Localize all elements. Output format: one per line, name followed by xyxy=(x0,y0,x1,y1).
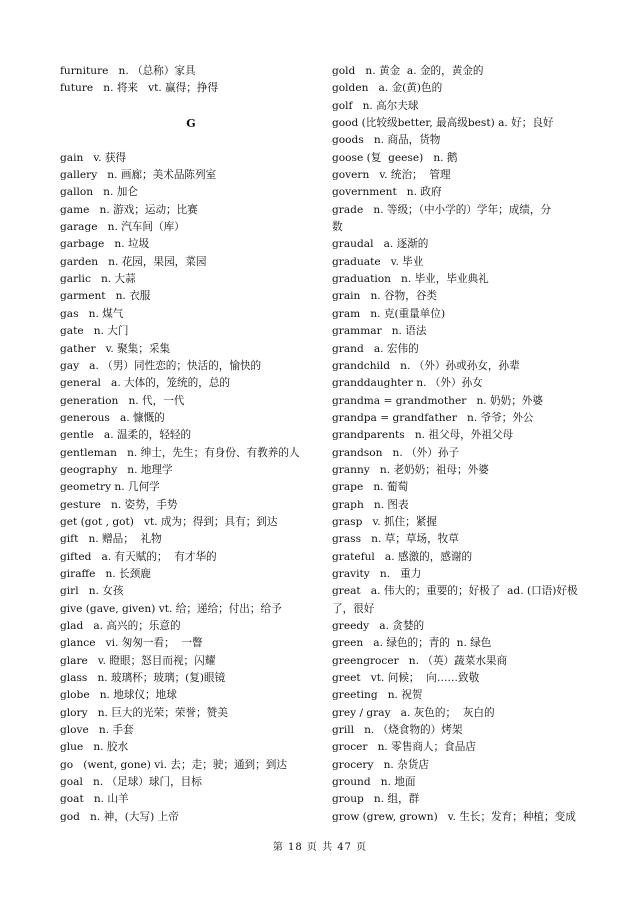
vocab-entry: group n. 组，群 xyxy=(332,793,420,806)
vocab-entry: gifted a. 有天赋的； 有才华的 xyxy=(60,550,217,563)
vocab-entry: glare v. 瞪眼；怒目而视；闪耀 xyxy=(60,654,216,667)
vocab-entry: get (got , got) vt. 成为；得到；具有；到达 xyxy=(60,515,278,528)
vocab-entry: grandpa = grandfather n. 爷爷；外公 xyxy=(332,411,534,424)
vocab-entry: geometry n. 几何学 xyxy=(60,481,160,494)
vocab-entry: girl n. 女孩 xyxy=(60,585,124,598)
vocab-entry: gain v. 获得 xyxy=(60,151,127,164)
vocab-entry: future n. 将来 vt. 赢得；挣得 xyxy=(60,82,219,95)
vocab-entry: grandparents n. 祖父母，外祖父母 xyxy=(332,429,514,442)
vocab-entry: grain n. 谷物，谷类 xyxy=(332,290,438,303)
vocab-entry: generous a. 慷慨的 xyxy=(60,411,165,424)
vocab-entry: grade n. 等级；（中小学的）学年；成绩，分 xyxy=(332,203,552,216)
vocab-entry: grammar n. 语法 xyxy=(332,325,427,338)
vocab-entry: glove n. 手套 xyxy=(60,724,134,737)
vocab-entry: graph n. 图表 xyxy=(332,498,409,511)
vocab-entry: go (went, gone) vi. 去；走；驶；通到；到达 xyxy=(60,758,287,771)
vocab-entry: gold n. 黄金 a. 金的，黄金的 xyxy=(332,65,484,77)
vocab-entry: glad a. 高兴的；乐意的 xyxy=(60,620,181,632)
vocab-entry: grandma = grandmother n. 奶奶；外婆 xyxy=(332,394,543,407)
vocab-entry: grey / gray a. 灰色的； 灰白的 xyxy=(332,706,495,719)
vocab-entry: golf n. 高尔夫球 xyxy=(332,99,419,112)
vocab-entry: generation n. 代，一代 xyxy=(60,394,185,407)
vocab-entry: garment n. 衣服 xyxy=(60,290,151,303)
vocab-entry: gate n. 大门 xyxy=(60,325,129,338)
vocab-entry: grandson n. （外）孙子 xyxy=(332,446,460,459)
vocab-entry: gather v. 聚集；采集 xyxy=(60,342,171,355)
vocab-entry: geography n. 地理学 xyxy=(60,463,173,476)
vocab-entry: grand a. 宏伟的 xyxy=(332,342,419,355)
vocab-entry: 了，很好 xyxy=(332,602,375,615)
vocab-entry: grill n. （烧食物的）烤架 xyxy=(332,724,463,737)
vocab-entry: government n. 政府 xyxy=(332,186,442,199)
vocab-entry: graduation n. 毕业，毕业典礼 xyxy=(332,273,489,286)
vocab-entry: garden n. 花园，果园，菜园 xyxy=(60,255,207,268)
right-column xyxy=(332,63,594,826)
vocab-entry: graduate v. 毕业 xyxy=(332,255,424,268)
blank-line xyxy=(60,132,322,149)
vocab-entry: gallery n. 画廊；美术品陈列室 xyxy=(60,169,217,182)
vocab-entry: grass n. 草；草场，牧草 xyxy=(332,533,459,546)
vocab-entry: grape n. 葡萄 xyxy=(332,481,409,494)
vocab-entry: golden a. 金(黄)色的 xyxy=(332,82,443,95)
vocab-entry: green a. 绿色的；青的 n. 绿色 xyxy=(332,637,492,650)
vocab-entry: gay a. （男）同性恋的；快活的，愉快的 xyxy=(60,359,262,372)
vocab-entry: glory n. 巨大的光荣；荣誉；赞美 xyxy=(60,706,228,719)
vocab-entry: grandchild n. （外）孙或孙女，孙辈 xyxy=(332,359,520,372)
section-heading: G xyxy=(186,117,196,131)
vocab-entry: greeting n. 祝贺 xyxy=(332,689,423,702)
vocab-entry: grateful a. 感激的，感谢的 xyxy=(332,550,473,563)
vocab-entry: granny n. 老奶奶；祖母；外婆 xyxy=(332,463,489,476)
vocab-entry: granddaughter n. （外）孙女 xyxy=(332,377,483,390)
vocab-entry: govern v. 统治； 管理 xyxy=(332,169,451,182)
vocab-entry: graudal a. 逐渐的 xyxy=(332,238,429,251)
page-footer: 第 18 页 共 47 页 xyxy=(272,842,368,853)
vocab-entry: glance vi. 匆匆一看； 一瞥 xyxy=(60,637,203,650)
vocab-entry: game n. 游戏；运动；比赛 xyxy=(60,203,198,216)
vocab-entry: furniture n. （总称）家具 xyxy=(60,65,196,77)
vocab-entry: 数 xyxy=(332,221,343,234)
vocab-entry: god n. 神，(大写) 上帝 xyxy=(60,810,179,823)
vocab-entry: glue n. 胶水 xyxy=(60,741,129,754)
vocab-entry: gesture n. 姿势，手势 xyxy=(60,498,178,511)
vocab-entry: greet vt. 问候； 向……致敬 xyxy=(332,672,480,685)
vocab-entry: gentle a. 温柔的，轻轻的 xyxy=(60,429,192,442)
vocab-entry: grow (grew, grown) v. 生长；发育；种植；变成 xyxy=(332,810,576,823)
vocab-entry: gravity n. 重力 xyxy=(332,567,422,580)
vocab-entry: greengrocer n. （英）蔬菜水果商 xyxy=(332,654,508,667)
vocab-entry: gentleman n. 绅士，先生；有身份、有教养的人 xyxy=(60,446,300,459)
vocab-entry: goal n. （足球）球门，目标 xyxy=(60,776,202,789)
vocab-entry: grocer n. 零售商人；食品店 xyxy=(332,741,476,754)
vocab-entry: goat n. 山羊 xyxy=(60,793,129,806)
vocab-entry: gas n. 煤气 xyxy=(60,307,124,320)
vocab-entry: ground n. 地面 xyxy=(332,776,416,789)
vocab-entry: glass n. 玻璃杯；玻璃；(复)眼镜 xyxy=(60,672,226,685)
vocab-entry: grasp v. 抓住；紧握 xyxy=(332,515,437,528)
vocab-entry: greedy a. 贪婪的 xyxy=(332,620,425,632)
vocab-entry: gift n. 赠品； 礼物 xyxy=(60,533,162,546)
vocab-entry: garbage n. 垃圾 xyxy=(60,238,150,251)
vocab-entry: goods n. 商品，货物 xyxy=(332,134,441,147)
vocab-entry: giraffe n. 长颈鹿 xyxy=(60,567,151,580)
vocab-entry: gallon n. 加仑 xyxy=(60,186,138,199)
vocab-entry: gram n. 克(重量单位) xyxy=(332,307,446,320)
blank-line xyxy=(60,98,322,115)
vocab-entry: general a. 大体的，笼统的，总的 xyxy=(60,377,231,390)
vocab-entry: globe n. 地球仪；地球 xyxy=(60,689,177,702)
vocab-entry: give (gave, given) vt. 给；递给；付出；给予 xyxy=(60,602,282,615)
vocab-entry: garage n. 汽车间（库） xyxy=(60,221,185,234)
vocab-entry: garlic n. 大蒜 xyxy=(60,273,136,286)
vocab-entry: good (比较级better, 最高级best) a. 好；良好 xyxy=(332,117,554,130)
left-column xyxy=(60,63,322,826)
vocab-entry: grocery n. 杂货店 xyxy=(332,758,429,771)
vocab-entry: goose (复 geese) n. 鹅 xyxy=(332,151,458,164)
vocab-entry: great a. 伟大的；重要的；好极了 ad. (口语)好极 xyxy=(332,585,578,598)
